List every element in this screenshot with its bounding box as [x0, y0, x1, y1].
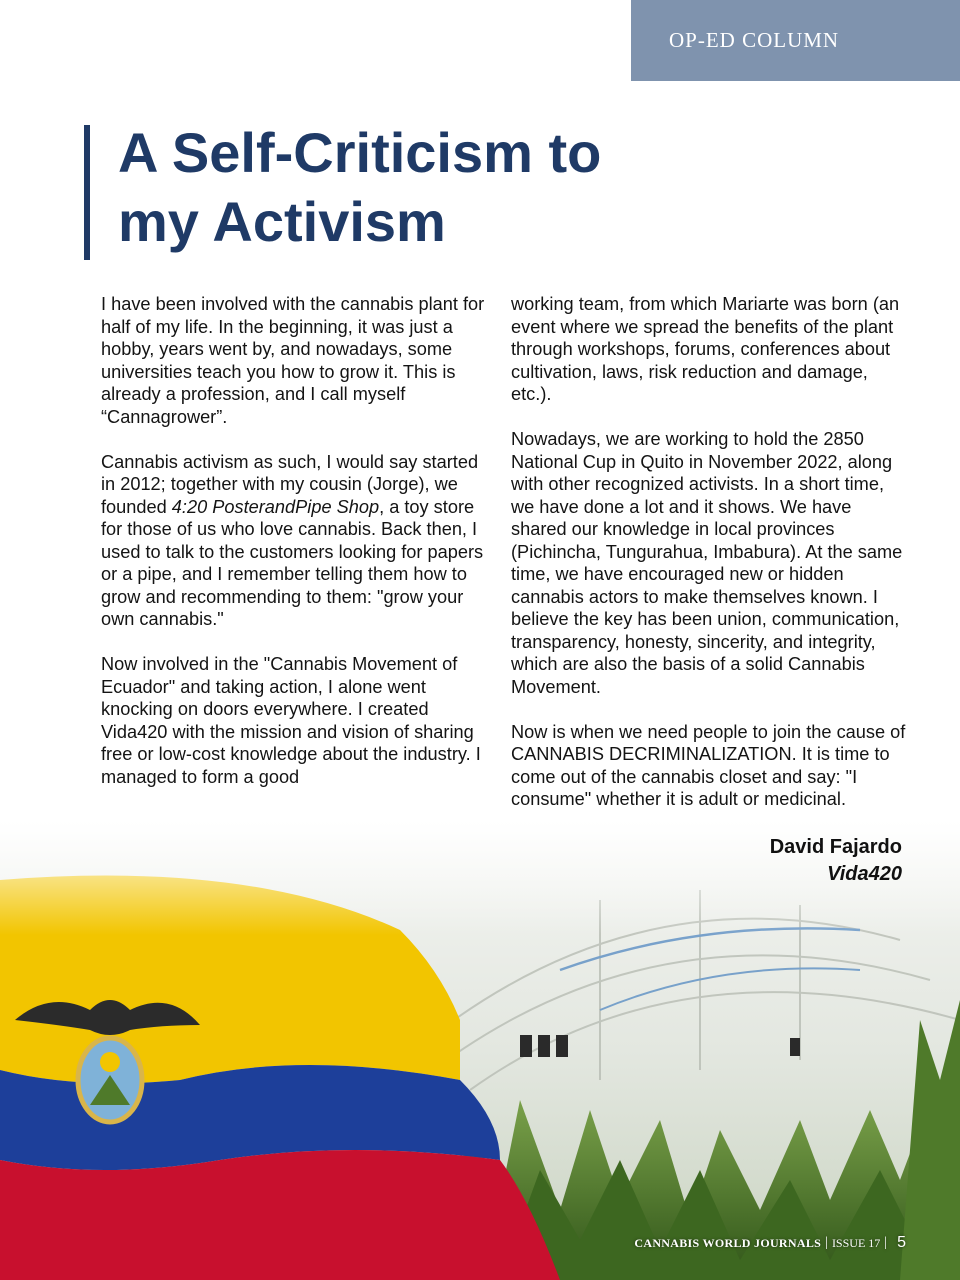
issue-number: ISSUE 17 — [831, 1235, 881, 1250]
author-name: David Fajardo — [769, 836, 902, 858]
title-line-2: my Activism — [118, 190, 446, 253]
paragraph: Nowadays, we are working to hold the 2850 National Cup in Quito in November 2022, along with other recognized activists. In a short time, we have done a lot and it shows. We have shared our knowledge in local provinces (Pichincha, Tungurahua, Imbabura). At the same time, we have encouraged new or hidden cannabis actors to make themselves known. I believe the key has been union, communication, transparency, honesty, sincerity, and integrity, which are also the basis of a solid Cannabis Movement. — [511, 429, 903, 697]
paragraph: Now is when we need people to join the cause of CANNABIS DECRIMINALIZATION. It is time to come out of the cannabis closet and say: "I consume" whether it is adult or medicinal. — [511, 721, 906, 809]
paragraph: Now involved in the "Cannabis Movement of Ecuador" and taking action, I alone went knocking on doors everywhere. I created Vida420 with the mission and vision of sharing free or low-cost knowledge about the industry. I managed to form a good — [101, 654, 481, 787]
section-label: OP-ED COLUMN — [669, 28, 840, 52]
paragraph: I have been involved with the cannabis plant for half of my life. In the beginning, it was just a hobby, years went by, and nowadays, some universities teach you how to grow it. This is already a profession, and I call myself “Cannagrower”. — [101, 294, 485, 427]
article-title — [118, 118, 818, 256]
shop-name: 4:20 PosterandPipe Shop — [171, 496, 380, 517]
paragraph-text: Cannabis activism as such, I would say started in 2012; together with my cousin (Jorge), we founded — [101, 451, 479, 517]
title-accent-bar — [84, 125, 90, 260]
top-fade — [0, 820, 960, 1280]
right-column — [511, 293, 911, 833]
flag-greenhouse-illustration — [0, 820, 960, 1280]
footer-separator: | — [825, 1235, 828, 1250]
paragraph-text: , a toy store for those of us who love cannabis. Back then, I used to talk to the customers looking for papers or a pipe, and I remember telling them how to grow and recommending to them: "grow your own cannabis." — [101, 496, 484, 629]
author-organization: Vida420 — [827, 863, 902, 885]
page-footer — [634, 1233, 906, 1253]
paragraph: working team, from which Mariarte was born (an event where we spread the benefits of the plant through workshops, forums, conferences about cultivation, laws, risk reduction and damage, etc.). — [511, 294, 900, 404]
author-block — [770, 834, 902, 888]
left-column — [101, 293, 491, 811]
page-number: 5 — [897, 1234, 906, 1251]
footer-separator: | — [884, 1235, 888, 1250]
paragraph — [101, 451, 491, 631]
publication-name: CANNABIS WORLD JOURNALS — [634, 1235, 822, 1250]
title-line-1: A Self-Criticism to — [118, 121, 602, 184]
section-tab — [631, 0, 960, 81]
